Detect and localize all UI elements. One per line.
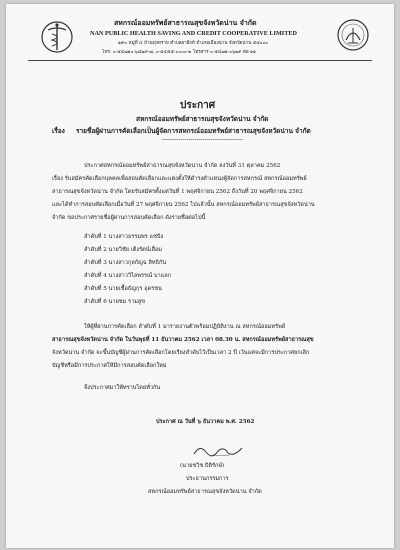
handwritten-signature — [190, 442, 250, 460]
subject-label: เรื่อง — [52, 127, 65, 135]
announcement-title: ประกาศ — [180, 100, 216, 111]
para1-line: ประกาศสหกรณ์ออมทรัพย์สาธารณสุขจังหวัดน่าน จำกัด ลงวันที่ 31 ตุลาคม 2562 — [84, 163, 281, 169]
caduceus-logo-icon — [40, 20, 74, 54]
candidate-item: ลำดับที่ 4 นางสาววิไลพรรณ์ บาแลก — [84, 273, 172, 279]
document-page — [6, 4, 394, 548]
para2-line: บัญชีหรือมีการประกาศให้มีการสอบคัดเลือกใหม่ — [52, 363, 167, 369]
signatory-position: ประธานกรรมการ — [186, 476, 229, 482]
para2-line: ให้ผู้ที่ผ่านการคัดเลือก ลำดับที่ 1 มารายงานตัวพร้อมปฏิบัติงาน ณ สหกรณ์ออมทรัพย์ — [84, 324, 286, 330]
candidate-item: ลำดับที่ 5 นายเชื้อธัญกุร อุดรชน — [84, 286, 162, 292]
candidate-item: ลำดับที่ 1 นางสาวธรรมพร แซ่ปัง — [84, 234, 164, 240]
org-address: ๑๙๐ หมู่ที่ ๔ บ้านทุ่งทราย ตำบลผาสิงห์ อำเภอเมืองน่าน จังหวัดน่าน ๕๕๐๐๐ — [118, 41, 269, 46]
closing-line: จึงประกาศมาให้ทราบโดยทั่วกัน — [84, 385, 161, 391]
para1-line: และได้ทำการสอบคัดเลือกเมื่อวันที่ 27 พฤศจิกายน 2562 ไปแล้วนั้น สหกรณ์ออมทรัพย์สาธารณสุขจังหวัดน่าน — [52, 202, 315, 208]
announcement-date: ประกาศ ณ วันที่ ๖ ธันวาคม พ.ศ. 2562 — [156, 419, 255, 425]
signatory-org: สหกรณ์ออมทรัพย์สาธารณสุขจังหวัดน่าน จำกัด — [148, 489, 262, 495]
org-phone: โทร. ๐-๕๔๗๑๐-๖๘๒๙-๗, ๐-๕๔๕๕-๐๐๐๐-๒ โทรสาร ๐-๕๔๗๑-๐๖๒๙ ต่อ ๑๑ — [102, 50, 256, 55]
para1-line: จำกัด ขอประกาศรายชื่อผู้ผ่านการสอบคัดเลือก ดังรายชื่อต่อไปนี้ — [52, 215, 206, 221]
announcement-issuer: สหกรณ์ออมทรัพย์สาธารณสุขจังหวัดน่าน จำกัด — [136, 115, 269, 123]
para1-line: เรื่อง รับสมัครคัดเลือกบุคคลเพื่อสอบคัดเลือกและแต่งตั้งให้ดำรงตำแหน่งผู้จัดการสหกรณ์ สหกรณ์ออมทรัพย์ — [52, 176, 307, 182]
para2-line: จังหวัดน่าน จำกัด จะขึ้นบัญชีผู้ผ่านการคัดเลือกโดยเรียงลำดับไว้เป็นเวลา 2 ปี เว้นแต่จะมีการประกาศยกเลิก — [52, 350, 310, 356]
org-name-english: NAN PUBLIC HEALTH SAVING AND CREDIT COOPERATIVE LIMITED — [90, 30, 297, 37]
candidate-item: ลำดับที่ 6 นายชม รามสูข — [84, 299, 146, 305]
signatory-name: (นายชวิช ธิติรักษ์) — [180, 463, 225, 469]
cooperative-emblem-icon — [336, 18, 370, 52]
candidate-item: ลำดับที่ 2 นายวิชัย เต็งรัตน์เลื่อม — [84, 247, 162, 253]
header-divider — [28, 60, 372, 61]
candidate-item: ลำดับที่ 3 นางสาวกุลกัญฉ สิทธิกัน — [84, 260, 167, 266]
para2-line: สาธารณสุขจังหวัดน่าน จำกัด ในวันพุธที่ 11 ธันวาคม 2562 เวลา 08.30 น. สหกรณ์ออมทรัพย์สาธารณสุข — [52, 337, 314, 343]
para1-line: สาธารณสุขจังหวัดน่าน จำกัด โดยรับสมัครตั้งแต่วันที่ 1 พฤศจิกายน 2562 ถึงวันที่ 20 พฤศจิกายน 2562 — [52, 189, 303, 195]
subject-separator: ---------------------------------------- — [162, 136, 244, 143]
announcement-subject: รายชื่อผู้ผ่านการคัดเลือกเป็นผู้จัดการสหกรณ์ออมทรัพย์สาธารณสุขจังหวัดน่าน จำกัด — [76, 127, 311, 135]
org-name-thai: สหกรณ์ออมทรัพย์สาธารณสุขจังหวัดน่าน จำกัด — [114, 18, 257, 27]
